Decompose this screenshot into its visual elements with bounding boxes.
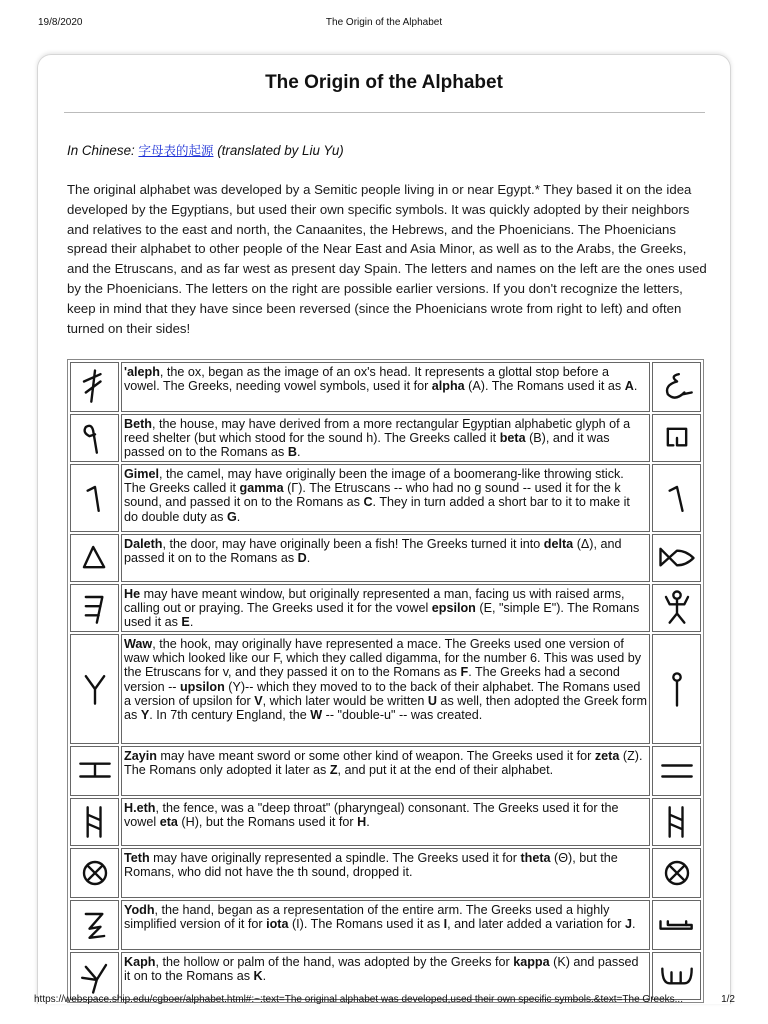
fence-glyph-icon (655, 800, 699, 844)
print-date: 19/8/2020 (38, 17, 83, 28)
description-text: , and put it at the end of their alphabet. (337, 763, 554, 778)
letter-term: Gimel (124, 467, 159, 481)
letter-term: delta (543, 537, 574, 551)
letter-term: F (460, 665, 469, 680)
description-text: . The Greeks had a second version -- (124, 665, 620, 694)
letter-term: He (124, 587, 141, 601)
glyph-cell (70, 848, 119, 898)
letter-term: kappa (513, 955, 550, 969)
letter-term: gamma (239, 481, 284, 496)
letter-term: theta (520, 851, 551, 865)
description-text: . (306, 551, 311, 566)
print-title: The Origin of the Alphabet (325, 17, 443, 28)
description-text: , the house, may have derived from a more rectangular Egyptian alphabetic glyph of a reed shelter (but which stood for the sound h). The Greeks called it (124, 417, 631, 446)
letter-term: 'aleph (124, 365, 160, 379)
letter-term: Beth (124, 417, 152, 431)
letter-term: Waw (124, 637, 153, 651)
intro-paragraph: The original alphabet was developed by a Semitic people living in or near Egypt.* They based it on the idea developed by the Egyptians, but used their own specific symbols. It was quickly adopted by their neighbors and relatives to the east and north, the Canaanites, the Hebrews, and the Phoenicians. The Phoenicians spread their alphabet to other people of the Near East and Asia Minor, as well as to the Arabs, the Greeks, and the Etruscans, and as far west as present day Spain. The letters and names on the left are the ones used by the Phoenicians. The letters on the right are possible earlier versions. If you don't recognize the letters, keep in mind that they have since been reversed (since the Phoenicians wrote from right to left) and often turned on their sides! (67, 182, 707, 336)
letters-table (67, 359, 704, 1003)
glyph-cell (70, 798, 119, 846)
glyph-cell (652, 534, 701, 582)
description-text: . (633, 379, 638, 394)
phoenician-he-icon (73, 586, 117, 630)
letter-description (121, 952, 650, 1000)
letter-term: zeta (594, 749, 620, 763)
letter-term: H (357, 815, 367, 830)
description-text: (H), but the Romans used it for (177, 815, 358, 830)
description-text: . In 7th century England, the (149, 708, 311, 723)
print-page-number: 1/2 (721, 994, 735, 1005)
phoenician-daleth-icon (73, 536, 117, 580)
letter-row (70, 534, 701, 582)
sword-glyph-icon (655, 749, 699, 793)
description-text: , the ox, began as the image of an ox's head. It represents a glottal stop before a vowel. The Greeks, needing vowel symbols, used it for (124, 365, 609, 394)
letter-row (70, 414, 701, 462)
glyph-cell (70, 746, 119, 796)
description-text: as well, then adopted the Greek form as (124, 693, 647, 723)
letter-description (121, 900, 650, 950)
description-text: . (631, 917, 636, 932)
letter-row (70, 900, 701, 950)
glyph-cell (652, 746, 701, 796)
glyph-cell (70, 362, 119, 412)
letter-description (121, 634, 650, 744)
description-text: . (236, 509, 241, 524)
letter-term: H.eth (124, 801, 156, 815)
description-text: . (366, 815, 370, 830)
letter-term: W (310, 708, 323, 723)
spindle-glyph-icon (655, 851, 699, 895)
description-text: (E, "simple E"). The Romans used it as (124, 601, 640, 630)
description-text: (Z). The Romans only adopted it later as (124, 749, 643, 778)
letter-term: epsilon (431, 601, 476, 616)
translation-prefix: In Chinese: (67, 143, 139, 158)
description-text: , the hook, may originally have represented a mace. The Greeks used one version of waw which looked like our F, which they called digamma, for the number 6. This was used by the Etruscans for v, and they passed it on to the Romans as (124, 637, 642, 680)
description-text: , the door, may have originally been a fish! The Greeks turned it into (162, 537, 544, 551)
letter-term: I (443, 917, 448, 932)
letter-description (121, 746, 650, 796)
letter-description (121, 848, 650, 898)
glyph-cell (652, 584, 701, 632)
description-text: (Y)-- which they moved to to the back of their alphabet. The Romans used a version of upsilon for (124, 679, 641, 708)
glyph-cell (70, 414, 119, 462)
letter-term: Daleth (124, 537, 163, 551)
letter-term: Teth (124, 851, 150, 865)
letter-term: upsilon (179, 679, 225, 694)
description-text: . (262, 969, 267, 984)
letter-row (70, 798, 701, 846)
glyph-cell (70, 900, 119, 950)
palm-glyph-icon (655, 954, 699, 998)
mace-glyph-icon (655, 667, 699, 711)
letters-table-body (70, 362, 701, 1000)
glyph-cell (70, 634, 119, 744)
letter-term: U (427, 693, 437, 708)
glyph-cell (652, 464, 701, 532)
description-text: , which later would be written (262, 693, 428, 708)
description-text: (Γ). The Etruscans -- who had no g sound -- used it for the k sound, and passed it on to the Romans as (124, 481, 621, 510)
letter-term: D (297, 551, 307, 566)
description-text: may have originally represented a spindle. The Greeks used it for (149, 851, 521, 865)
glyph-cell (652, 900, 701, 950)
arm-glyph-icon (655, 903, 699, 947)
letter-term: G (226, 509, 237, 524)
phoenician-gimel-icon (73, 476, 117, 520)
glyph-cell (70, 952, 119, 1000)
description-text: (A). The Romans used it as (464, 379, 625, 394)
glyph-cell (70, 584, 119, 632)
print-url: https://webspace.ship.edu/cgboer/alphabet.html#:~:text=The original alphabet was developed,used their own specific symbols.&text=The Greeks... (34, 994, 683, 1005)
phoenician-kaph-icon (73, 954, 117, 998)
letter-row (70, 746, 701, 796)
chinese-translation-link[interactable]: 字母表的起源 (138, 143, 214, 158)
letter-term: Kaph (124, 955, 156, 969)
letter-description (121, 584, 650, 632)
letter-row (70, 584, 701, 632)
description-text: (I). The Romans used it as (288, 917, 444, 932)
letter-term: C (363, 495, 373, 510)
translation-note (67, 141, 344, 159)
print-header (0, 17, 768, 31)
description-text: , the fence, was a "deep throat" (pharyngeal) consonant. The Greeks used it for the vowel (124, 801, 619, 830)
description-text: (Δ), and passed it on to the Romans as (124, 537, 622, 566)
glyph-cell (652, 952, 701, 1000)
letter-term: Y (140, 708, 150, 723)
letter-row (70, 952, 701, 1000)
phoenician-beth-icon (73, 416, 117, 460)
phoenician-heth-icon (73, 800, 117, 844)
letter-term: B (287, 445, 297, 460)
glyph-cell (70, 534, 119, 582)
description-text: . (189, 615, 194, 630)
letter-description (121, 362, 650, 412)
description-text: (K) and passed it on to the Romans as (124, 955, 639, 984)
description-text: , the hollow or palm of the hand, was adopted by the Greeks for (155, 955, 514, 969)
page-title: The Origin of the Alphabet (265, 72, 503, 93)
description-text: , and later added a variation for (447, 917, 625, 932)
letter-term: K (253, 969, 263, 984)
description-text: (B), and it was passed on to the Romans as (124, 431, 610, 460)
description-text: , the camel, may have originally been the image of a boomerang-like throwing stick. The Greeks called it (124, 467, 624, 496)
letter-term: V (254, 693, 263, 708)
glyph-cell (652, 798, 701, 846)
letter-term: iota (266, 917, 289, 932)
throwing-stick-glyph-icon (655, 476, 699, 520)
glyph-cell (652, 634, 701, 744)
phoenician-yodh-icon (73, 903, 117, 947)
letter-term: E (181, 615, 190, 630)
glyph-cell (652, 848, 701, 898)
letter-term: beta (499, 431, 526, 446)
phoenician-zayin-icon (73, 749, 117, 793)
description-text: -- "double-u" -- was created. (322, 708, 483, 723)
letter-row (70, 848, 701, 898)
glyph-cell (652, 362, 701, 412)
description-text: (Θ), but the Romans, who did not have the th sound, dropped it. (124, 851, 618, 880)
fish-glyph-icon (655, 536, 699, 580)
letter-term: Zayin (124, 749, 157, 763)
house-glyph-icon (655, 416, 699, 460)
translation-suffix: (translated by Liu Yu) (213, 143, 344, 158)
letter-term: J (624, 917, 632, 932)
description-text: . (296, 445, 301, 460)
print-footer (0, 994, 768, 1008)
letter-term: A (624, 379, 634, 394)
phoenician-teth-icon (73, 851, 117, 895)
letter-term: Yodh (124, 903, 155, 917)
description-text: may have meant window, but originally represented a man, facing us with raised arms, calling out or praying. The Greeks used it for the vowel (124, 587, 625, 616)
phoenician-aleph-icon (73, 365, 117, 409)
letter-row (70, 362, 701, 412)
ox-head-glyph-icon (655, 365, 699, 409)
phoenician-waw-icon (73, 667, 117, 711)
praying-man-glyph-icon (655, 586, 699, 630)
description-text: , the hand, began as a representation of the entire arm. The Greeks used a highly simplified version of it for (124, 903, 610, 932)
letter-term: alpha (431, 379, 465, 394)
letter-term: eta (159, 815, 178, 830)
letter-description (121, 534, 650, 582)
glyph-cell (652, 414, 701, 462)
letter-description (121, 414, 650, 462)
letter-description (121, 798, 650, 846)
letter-description (121, 464, 650, 532)
letter-row (70, 634, 701, 744)
description-text: . They in turn added a short bar to it to make it do double duty as (124, 495, 630, 524)
title-divider (64, 112, 705, 113)
letter-term: Z (329, 763, 338, 778)
description-text: may have meant sword or some other kind of weapon. The Greeks used it for (156, 749, 595, 763)
glyph-cell (70, 464, 119, 532)
letter-row (70, 464, 701, 532)
